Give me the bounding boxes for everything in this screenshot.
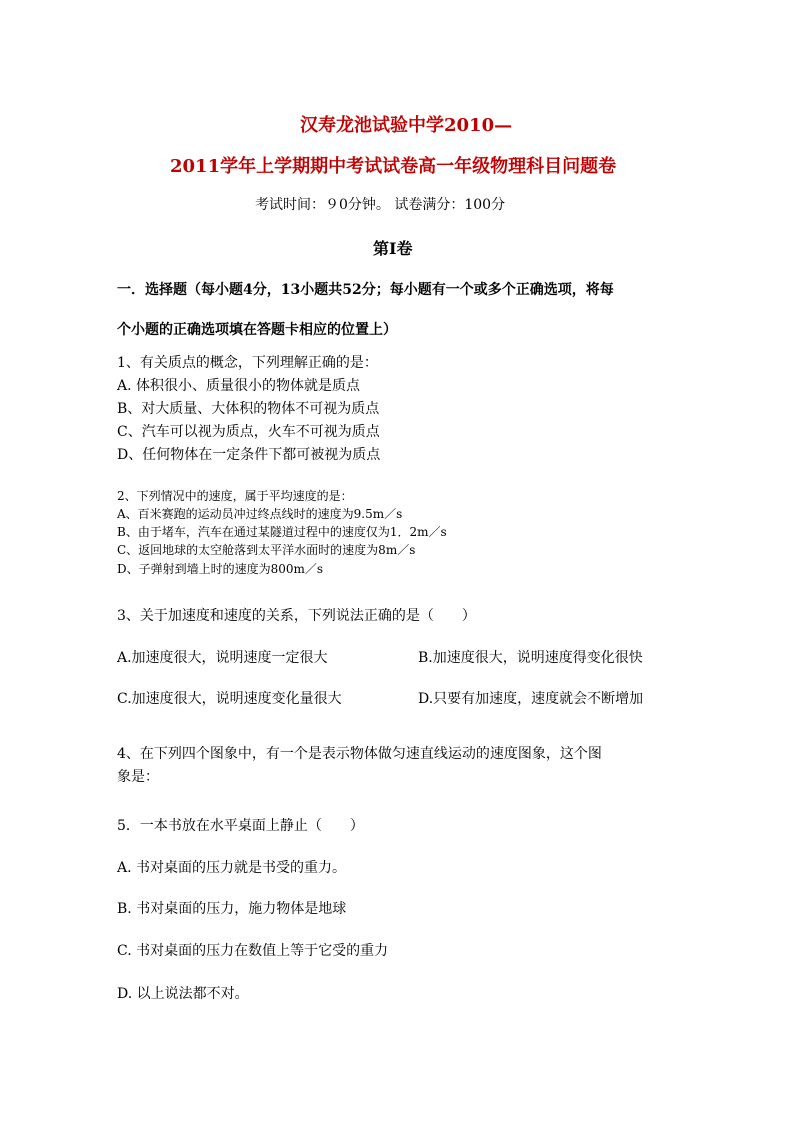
question-1-option-b: B、对大质量、大体积的物体不可视为质点 — [117, 401, 380, 417]
question-5-option-a: A. 书对桌面的压力就是书受的重力。 — [117, 860, 347, 876]
exam-title-line2: 2011学年上学期期中考试试卷高一年级物理科目问题卷 — [170, 156, 617, 177]
exam-info: 考试时间：９0分钟。 试卷满分：100分 — [255, 197, 506, 213]
question-5-option-c: C. 书对桌面的压力在数值上等于它受的重力 — [117, 943, 389, 959]
question-4-line1: 4、在下列四个图象中，有一个是表示物体做匀速直线运动的速度图象，这个图 — [117, 746, 602, 762]
question-1-option-d: D、任何物体在一定条件下都可被视为质点 — [117, 447, 381, 463]
question-2-option-d: D、子弹射到墙上时的速度为800m／s — [117, 562, 324, 576]
question-1-stem: 1、有关质点的概念，下列理解正确的是： — [117, 355, 378, 371]
question-2-option-b: B、由于堵车，汽车在通过某隧道过程中的速度仅为1．2m／s — [117, 525, 447, 539]
question-5-stem: 5．一本书放在水平桌面上静止（ ） — [117, 818, 364, 834]
question-1-option-c: C、汽车可以视为质点，火车不可视为质点 — [117, 424, 380, 440]
question-5-option-d: D. 以上说法都不对。 — [117, 986, 249, 1002]
exam-title-line1: 汉寿龙池试验中学2010— — [300, 115, 513, 136]
question-3-option-b: B.加速度很大，说明速度得变化很快 — [418, 650, 643, 666]
question-4-line2: 象是： — [117, 769, 159, 785]
question-1-option-a: A. 体积很小、质量很小的物体就是质点 — [117, 378, 361, 394]
question-3-option-a: A.加速度很大，说明速度一定很大 — [117, 650, 328, 666]
question-2-stem: 2、下列情况中的速度，属于平均速度的是： — [117, 489, 353, 503]
question-5-option-b: B. 书对桌面的压力，施力物体是地球 — [117, 901, 347, 917]
section-heading-line2: 个小题的正确选项填在答题卡相应的位置上） — [117, 322, 397, 338]
question-2-option-c: C、返回地球的太空舱落到太平洋水面时的速度为8m／s — [117, 543, 416, 557]
question-3-option-c: C.加速度很大，说明速度变化量很大 — [117, 691, 342, 707]
question-3-stem: 3、关于加速度和速度的关系，下列说法正确的是（ ） — [117, 608, 476, 624]
volume-heading: 第I卷 — [373, 239, 413, 258]
question-2-option-a: A、百米赛跑的运动员冲过终点线时的速度为9.5m／s — [117, 507, 403, 521]
question-3-option-d: D.只要有加速度，速度就会不断增加 — [418, 691, 644, 707]
section-heading-line1: 一．选择题（每小题4分，13小题共52分；每小题有一个或多个正确选项，将每 — [117, 282, 614, 298]
